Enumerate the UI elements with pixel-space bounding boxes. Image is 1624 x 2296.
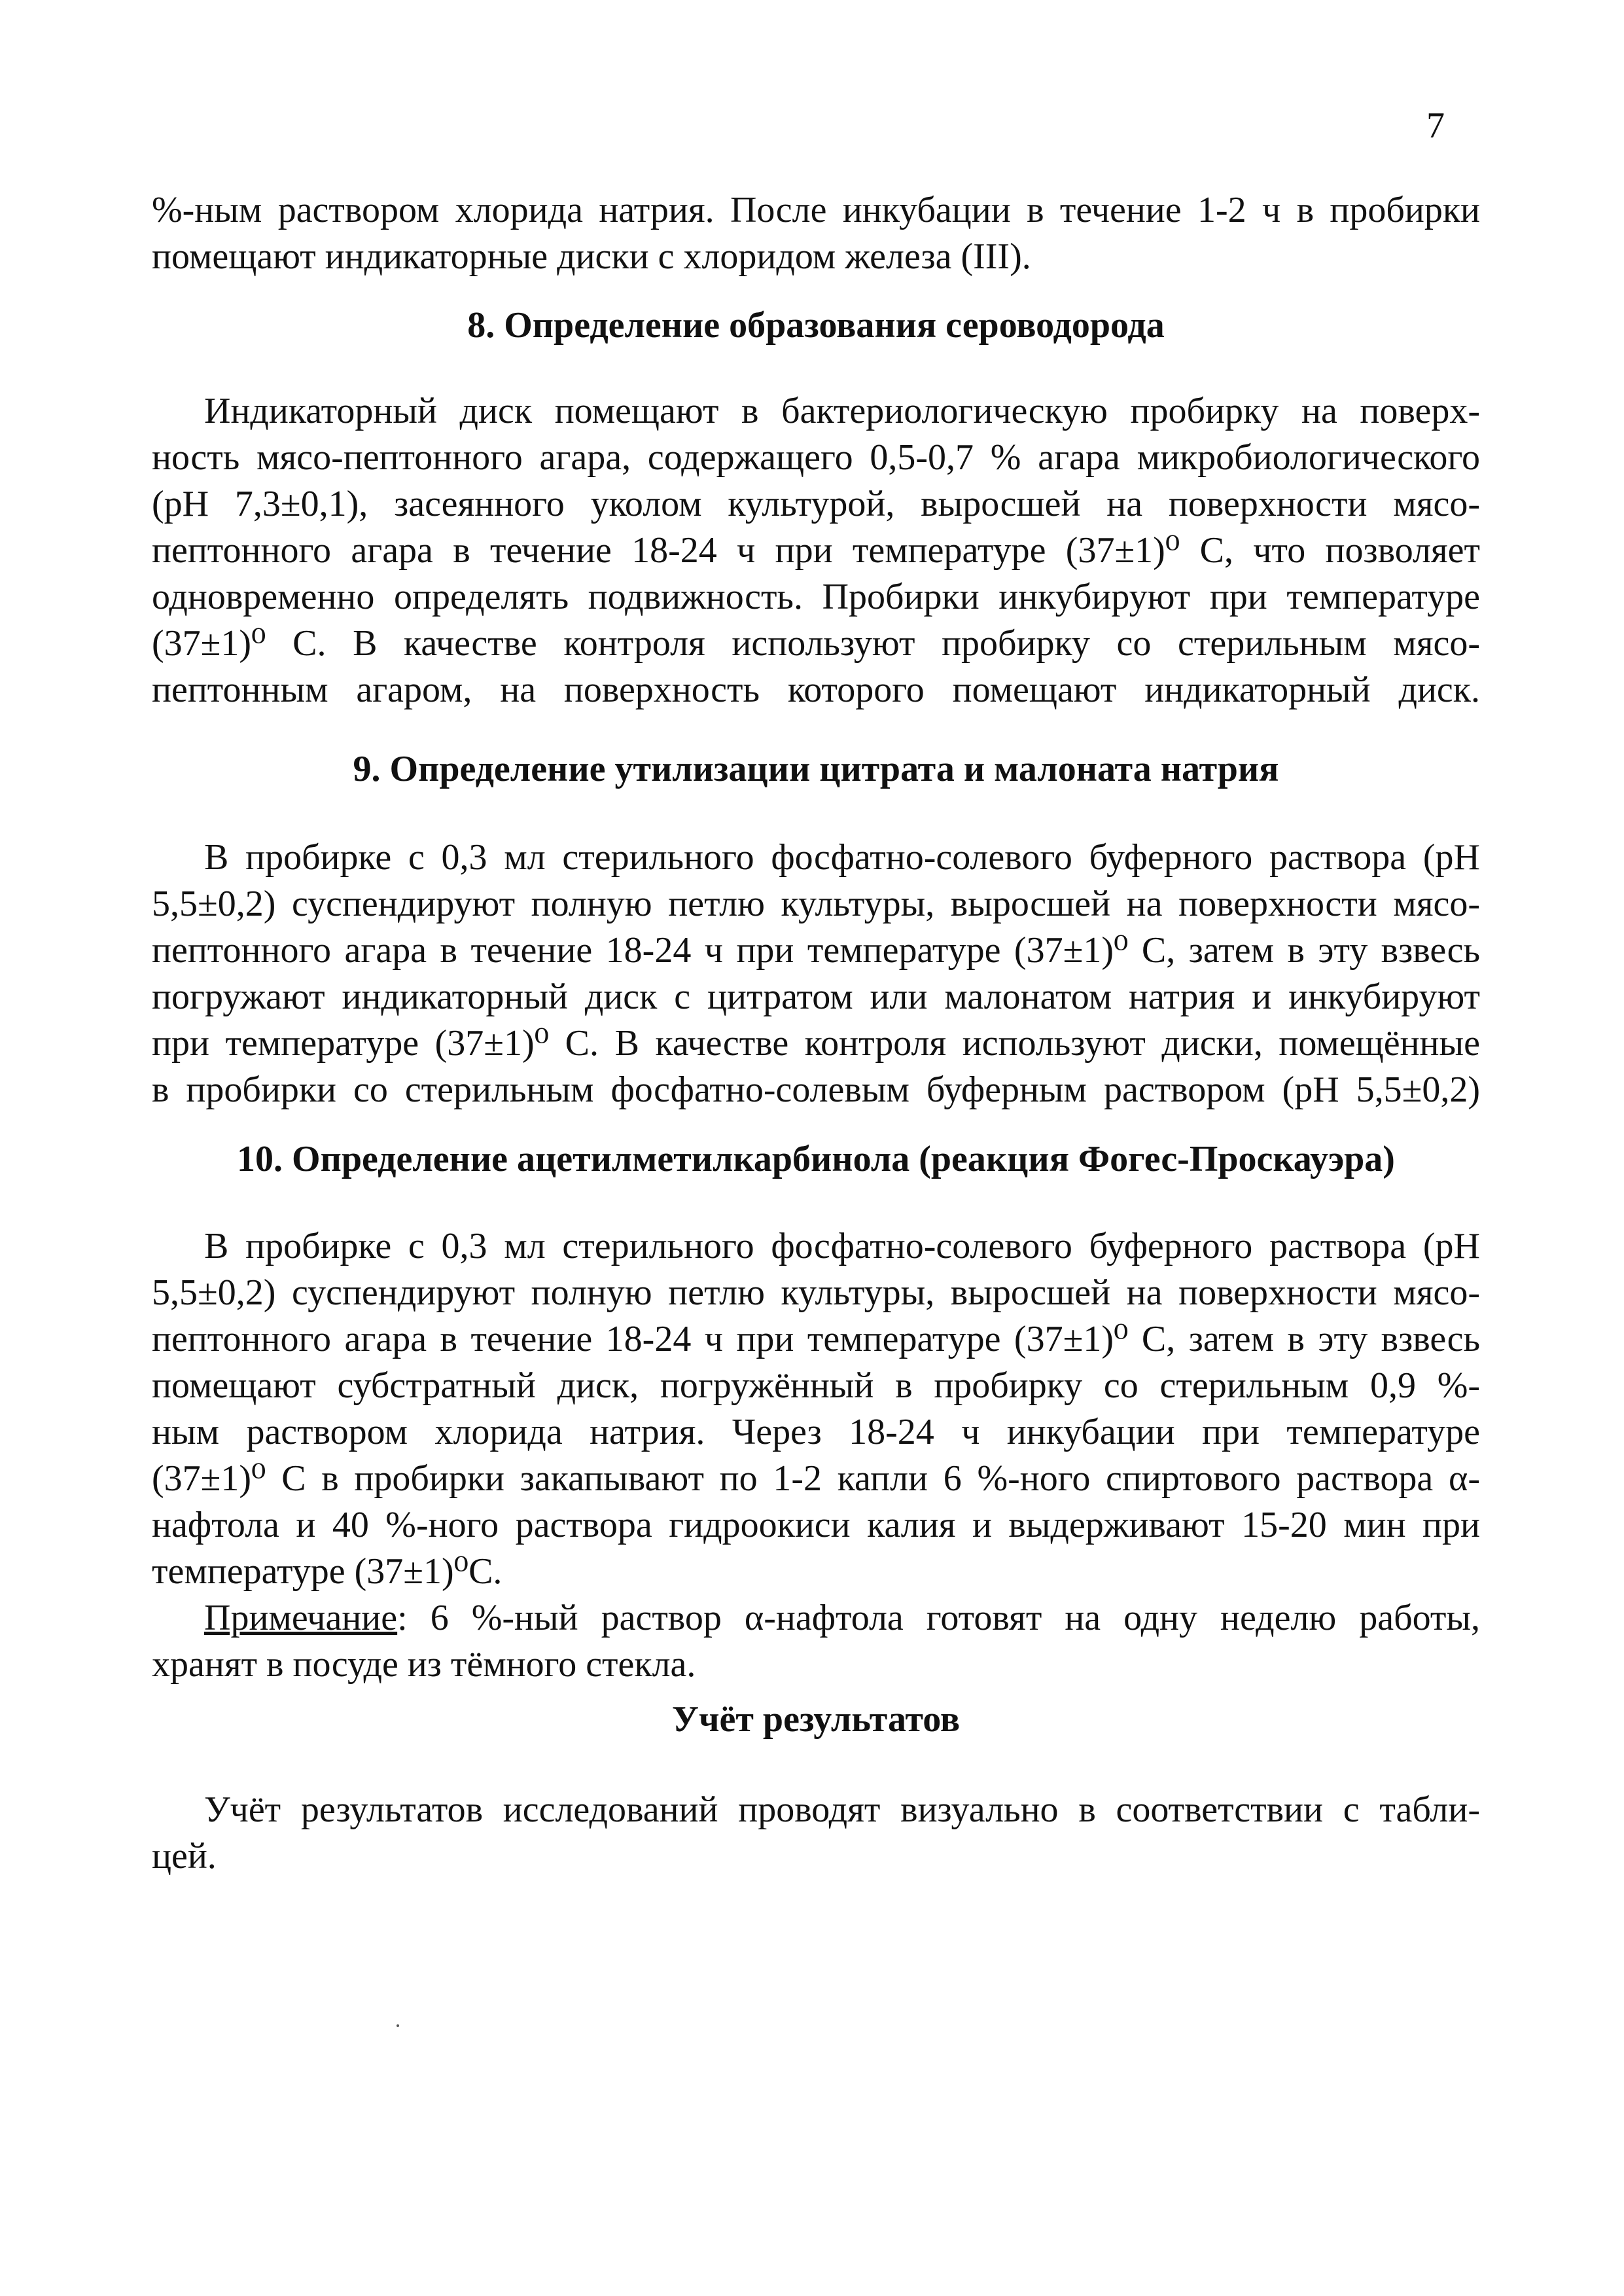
section-8-paragraph bbox=[152, 388, 1480, 713]
note-line bbox=[152, 1595, 1480, 1641]
paragraph-line: нафтола и 40 %-ного раствора гидроокиси калия и выдерживают 15-20 мин при bbox=[152, 1505, 1480, 1545]
paragraph-line: температуре (37±1)⁰С. bbox=[152, 1551, 503, 1592]
paragraph-line: пептонным агаром, на поверхность которого помещают индикаторный диск. bbox=[152, 670, 1480, 710]
paragraph-line: 5,5±0,2) суспендируют полную петлю культуры, выросшей на поверхности мясо- bbox=[152, 884, 1480, 924]
paragraph-line: 5,5±0,2) суспендируют полную петлю культуры, выросшей на поверхности мясо- bbox=[152, 1272, 1480, 1313]
paragraph-line: Индикаторный диск помещают в бактериологическую пробирку на поверх- bbox=[204, 391, 1480, 431]
intro-paragraph bbox=[152, 187, 1480, 280]
note-label: Примечание bbox=[204, 1598, 398, 1638]
scan-speck bbox=[397, 2024, 399, 2027]
results-paragraph bbox=[152, 1787, 1480, 1880]
paragraph-line: (37±1)⁰ С. В качестве контроля используют пробирку со стерильным мясо- bbox=[152, 623, 1480, 664]
paragraph-line: пептонного агара в течение 18-24 ч при температуре (37±1)⁰ С, затем в эту взвесь bbox=[152, 1319, 1480, 1359]
paragraph-line: ным раствором хлорида натрия. Через 18-24 ч инкубации при температуре bbox=[152, 1412, 1480, 1452]
paragraph-line: одновременно определять подвижность. Пробирки инкубируют при температуре bbox=[152, 577, 1480, 617]
section-8-heading: 8. Определение образования сероводорода bbox=[467, 305, 1165, 346]
note-line: хранят в посуде из тёмного стекла. bbox=[152, 1644, 696, 1685]
paragraph-line: пептонного агара в течение 18-24 ч при температуре (37±1)⁰ С, затем в эту взвесь bbox=[152, 930, 1480, 971]
section-10-paragraph bbox=[152, 1223, 1480, 1688]
paragraph-line: Учёт результатов исследований проводят визуально в соответствии с табли- bbox=[204, 1789, 1480, 1830]
paragraph-line: (pH 7,3±0,1), засеянного уколом культурой, выросшей на поверхности мясо- bbox=[152, 484, 1480, 524]
paragraph-line: %-ным раствором хлорида натрия. После инкубации в течение 1-2 ч в пробирки bbox=[152, 190, 1480, 230]
results-heading: Учёт результатов bbox=[671, 1699, 961, 1740]
paragraph-line: погружают индикаторный диск с цитратом или малонатом натрия и инкубируют bbox=[152, 977, 1480, 1017]
section-10-heading: 10. Определение ацетилметилкарбинола (реакция Фогес-Проскауэра) bbox=[237, 1139, 1395, 1179]
paragraph-line: пептонного агара в течение 18-24 ч при температуре (37±1)⁰ С, что позволяет bbox=[152, 530, 1480, 571]
paragraph-line: в пробирки со стерильным фосфатно-солевым буферным раствором (pH 5,5±0,2) bbox=[152, 1069, 1480, 1110]
paragraph-line: В пробирке с 0,3 мл стерильного фосфатно-солевого буферного раствора (pH bbox=[204, 837, 1480, 878]
section-9-paragraph bbox=[152, 834, 1480, 1113]
paragraph-line: при температуре (37±1)⁰ С. В качестве контроля используют диски, помещённые bbox=[152, 1023, 1480, 1064]
paragraph-line: помещают индикаторные диски с хлоридом железа (III). bbox=[152, 236, 1031, 277]
paragraph-line: (37±1)⁰ С в пробирки закапывают по 1-2 капли 6 %-ного спиртового раствора α- bbox=[152, 1458, 1480, 1499]
paragraph-line: цей. bbox=[152, 1836, 217, 1876]
page-number: 7 bbox=[1426, 105, 1445, 146]
paragraph-line: ность мясо-пептонного агара, содержащего 0,5-0,7 % агара микробиологического bbox=[152, 437, 1480, 478]
paragraph-line: В пробирке с 0,3 мл стерильного фосфатно-солевого буферного раствора (pH bbox=[204, 1226, 1480, 1266]
note-text: : 6 %-ный раствор α-нафтола готовят на одну неделю работы, bbox=[397, 1598, 1480, 1638]
paragraph-line: помещают субстратный диск, погружённый в пробирку со стерильным 0,9 %- bbox=[152, 1365, 1480, 1406]
section-9-heading: 9. Определение утилизации цитрата и малоната натрия bbox=[353, 749, 1279, 789]
